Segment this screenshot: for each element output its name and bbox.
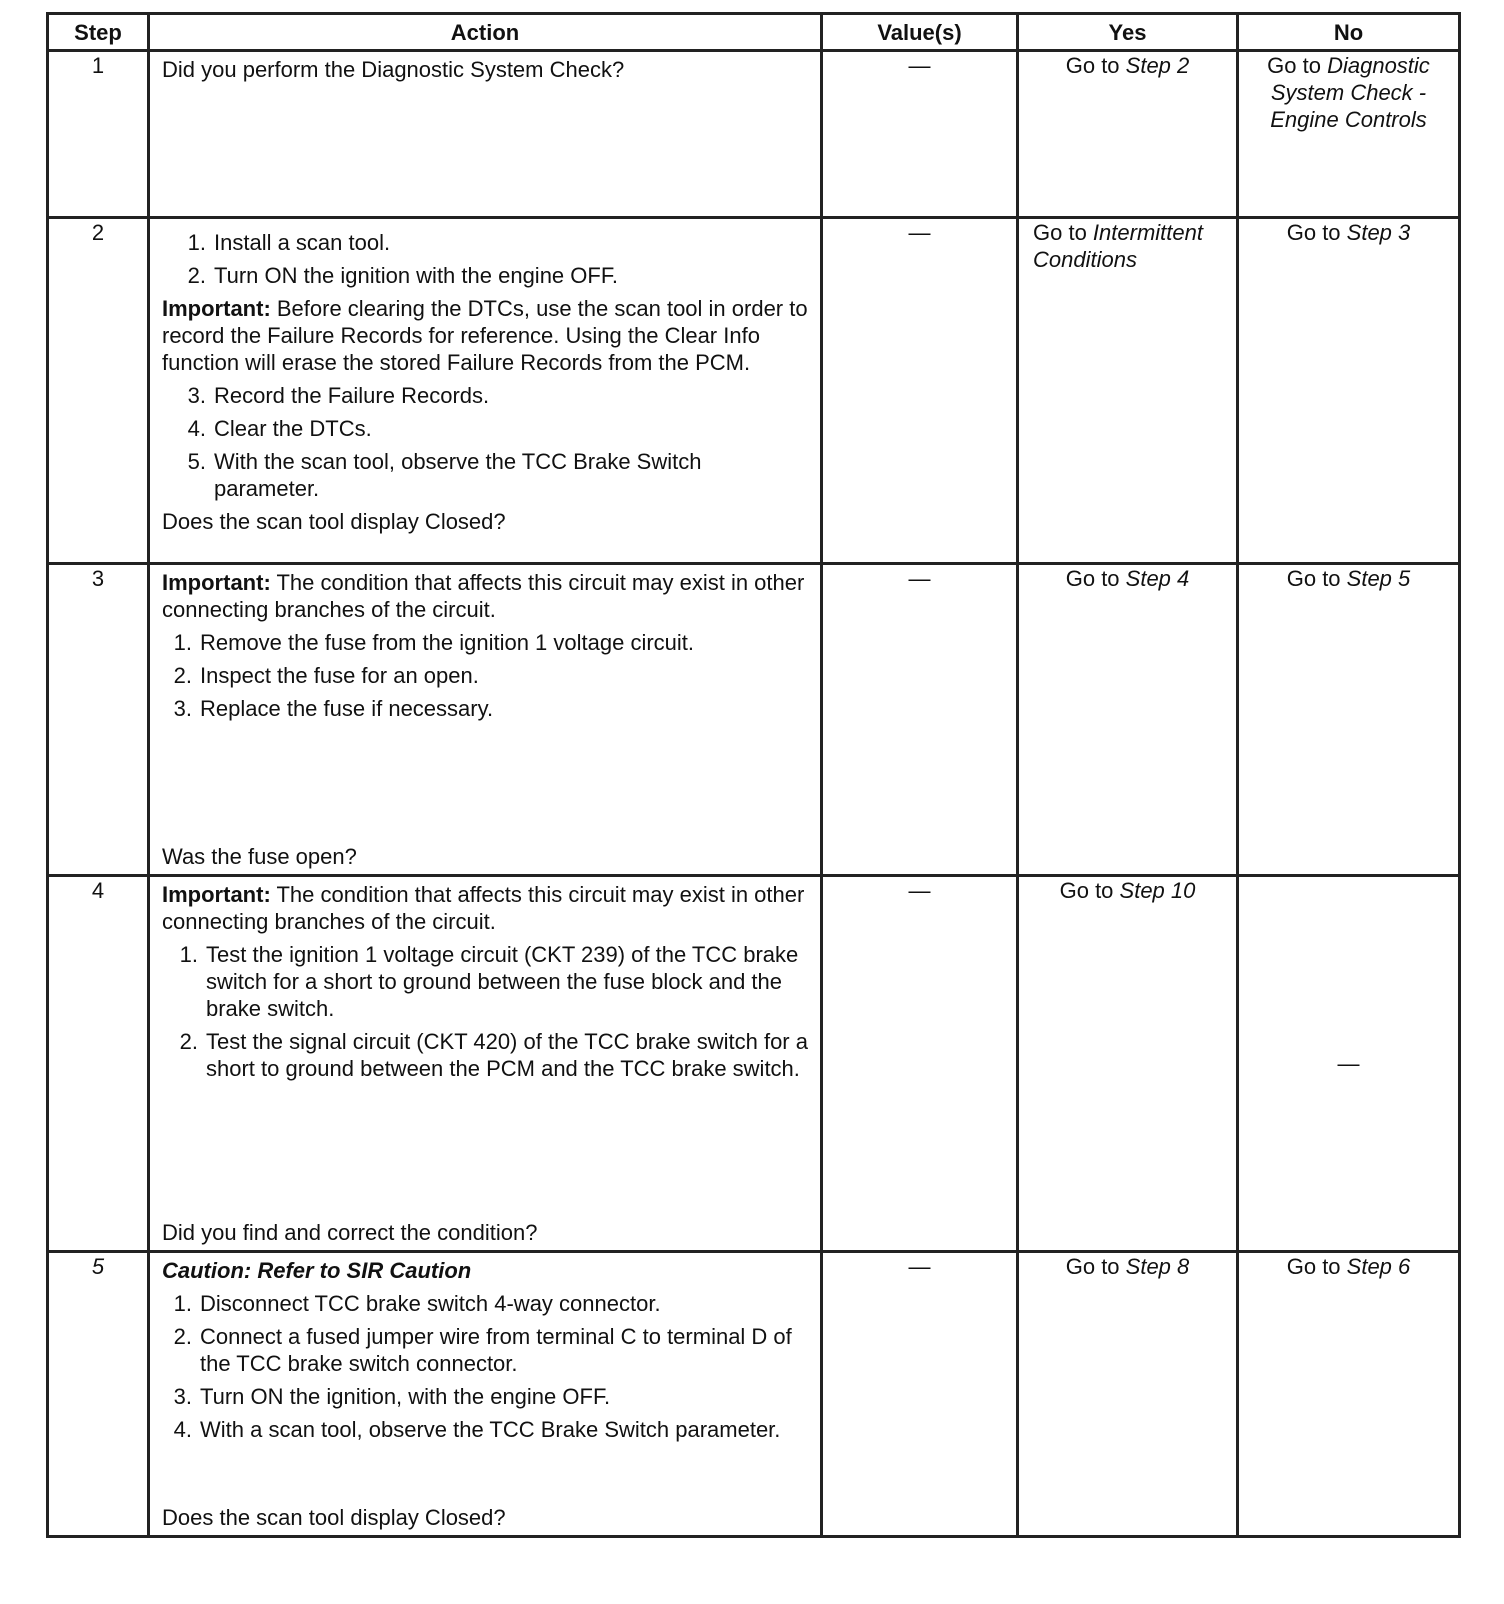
action-cell [149,1252,822,1537]
question-text: Did you find and correct the condition? [162,1220,538,1245]
no-link[interactable]: Step 5 [1346,566,1411,591]
yes-cell [1018,564,1238,876]
yes-prefix: Go to [1065,53,1126,78]
value-cell [822,564,1018,876]
yes-link[interactable]: Step 2 [1125,53,1190,78]
list-item: 3. Replace the fuse if necessary. [173,696,494,721]
value-dash: — [908,53,931,78]
table-row [48,876,1460,1252]
step-number: 2 [48,218,149,564]
table-row [48,564,1460,876]
no-cell [1238,218,1460,564]
header-action: Action [149,14,822,51]
header-step: Step [48,14,149,51]
yes-cell [1018,218,1238,564]
no-cell [1238,51,1460,218]
question-text: Does the scan tool display Closed? [162,509,506,534]
no-prefix: Go to [1286,566,1347,591]
important-label: Important: [162,296,271,321]
table-row [48,1252,1460,1537]
value-cell [822,1252,1018,1537]
yes-cell [1018,876,1238,1252]
yes-cell [1018,1252,1238,1537]
list-item: 2. Connect a fused jumper wire from terminal C to terminal D of the TCC brake switch connector. [173,1324,792,1376]
no-prefix: Go to [1286,1254,1347,1279]
yes-link[interactable]: Step 10 [1119,878,1196,903]
question-text: Was the fuse open? [162,844,357,869]
important-note: Important: The condition that affects this circuit may exist in other connecting branches of the circuit. [162,570,805,622]
step-number: 1 [48,51,149,218]
list-item: 1. Test the ignition 1 voltage circuit (CKT 239) of the TCC brake switch for a short to ground between the fuse block and the brake switch. [179,942,799,1021]
yes-prefix: Go to [1065,1254,1126,1279]
yes-prefix: Go to [1065,566,1126,591]
caution-note: Caution: Refer to SIR Caution [162,1258,472,1283]
question-text: Does the scan tool display Closed? [162,1505,506,1530]
value-cell [822,218,1018,564]
list-item: 1. Install a scan tool. [187,230,391,255]
header-values: Value(s) [822,14,1018,51]
no-cell [1238,1252,1460,1537]
list-item: 1. Remove the fuse from the ignition 1 voltage circuit. [173,630,695,655]
list-item: 3. Turn ON the ignition, with the engine OFF. [173,1384,611,1409]
header-row [48,14,1460,51]
yes-cell [1018,51,1238,218]
no-link[interactable]: Step 6 [1346,1254,1411,1279]
question-text: Did you perform the Diagnostic System Check? [162,57,625,82]
yes-link[interactable]: Intermittent Conditions [1033,220,1203,272]
table-row [48,51,1460,218]
step-number: 3 [48,564,149,876]
diagnostic-table [46,12,1461,1538]
value-cell [822,51,1018,218]
list-item: 3. Record the Failure Records. [187,383,490,408]
list-item: 2. Turn ON the ignition with the engine OFF. [187,263,618,288]
no-cell [1238,564,1460,876]
no-link[interactable]: Diagnostic System Check - Engine Controls [1270,53,1430,132]
no-cell [1238,876,1460,1252]
important-note: Important: Before clearing the DTCs, use the scan tool in order to record the Failure Records for reference. Using the Clear Info function will erase the stored Failure Records from the PCM. [162,296,808,375]
important-label: Important: [162,570,271,595]
no-prefix: Go to [1286,220,1347,245]
action-cell [149,51,822,218]
header-yes: Yes [1018,14,1238,51]
header-no: No [1238,14,1460,51]
no-link[interactable]: Step 3 [1346,220,1411,245]
value-dash: — [908,878,931,903]
list-item: 4. Clear the DTCs. [187,416,372,441]
action-cell [149,564,822,876]
no-dash: — [1337,1051,1360,1076]
yes-prefix: Go to [1033,220,1093,245]
yes-link[interactable]: Step 8 [1125,1254,1190,1279]
action-cell [149,218,822,564]
important-label: Important: [162,882,271,907]
list-item: 2. Test the signal circuit (CKT 420) of the TCC brake switch for a short to ground between the PCM and the TCC brake switch. [179,1029,808,1081]
table-row [48,218,1460,564]
action-cell [149,876,822,1252]
yes-link[interactable]: Step 4 [1125,566,1190,591]
list-item: 4. With a scan tool, observe the TCC Brake Switch parameter. [173,1417,781,1442]
list-item: 2. Inspect the fuse for an open. [173,663,479,688]
no-prefix: Go to [1267,53,1328,78]
yes-prefix: Go to [1059,878,1120,903]
list-item: 5. With the scan tool, observe the TCC Brake Switch parameter. [187,449,702,501]
value-dash: — [908,220,931,245]
important-note: Important: The condition that affects this circuit may exist in other connecting branches of the circuit. [162,882,805,934]
value-dash: — [908,1254,931,1279]
step-number: 5 [48,1252,149,1537]
value-cell [822,876,1018,1252]
step-number: 4 [48,876,149,1252]
list-item: 1. Disconnect TCC brake switch 4-way connector. [173,1291,661,1316]
value-dash: — [908,566,931,591]
